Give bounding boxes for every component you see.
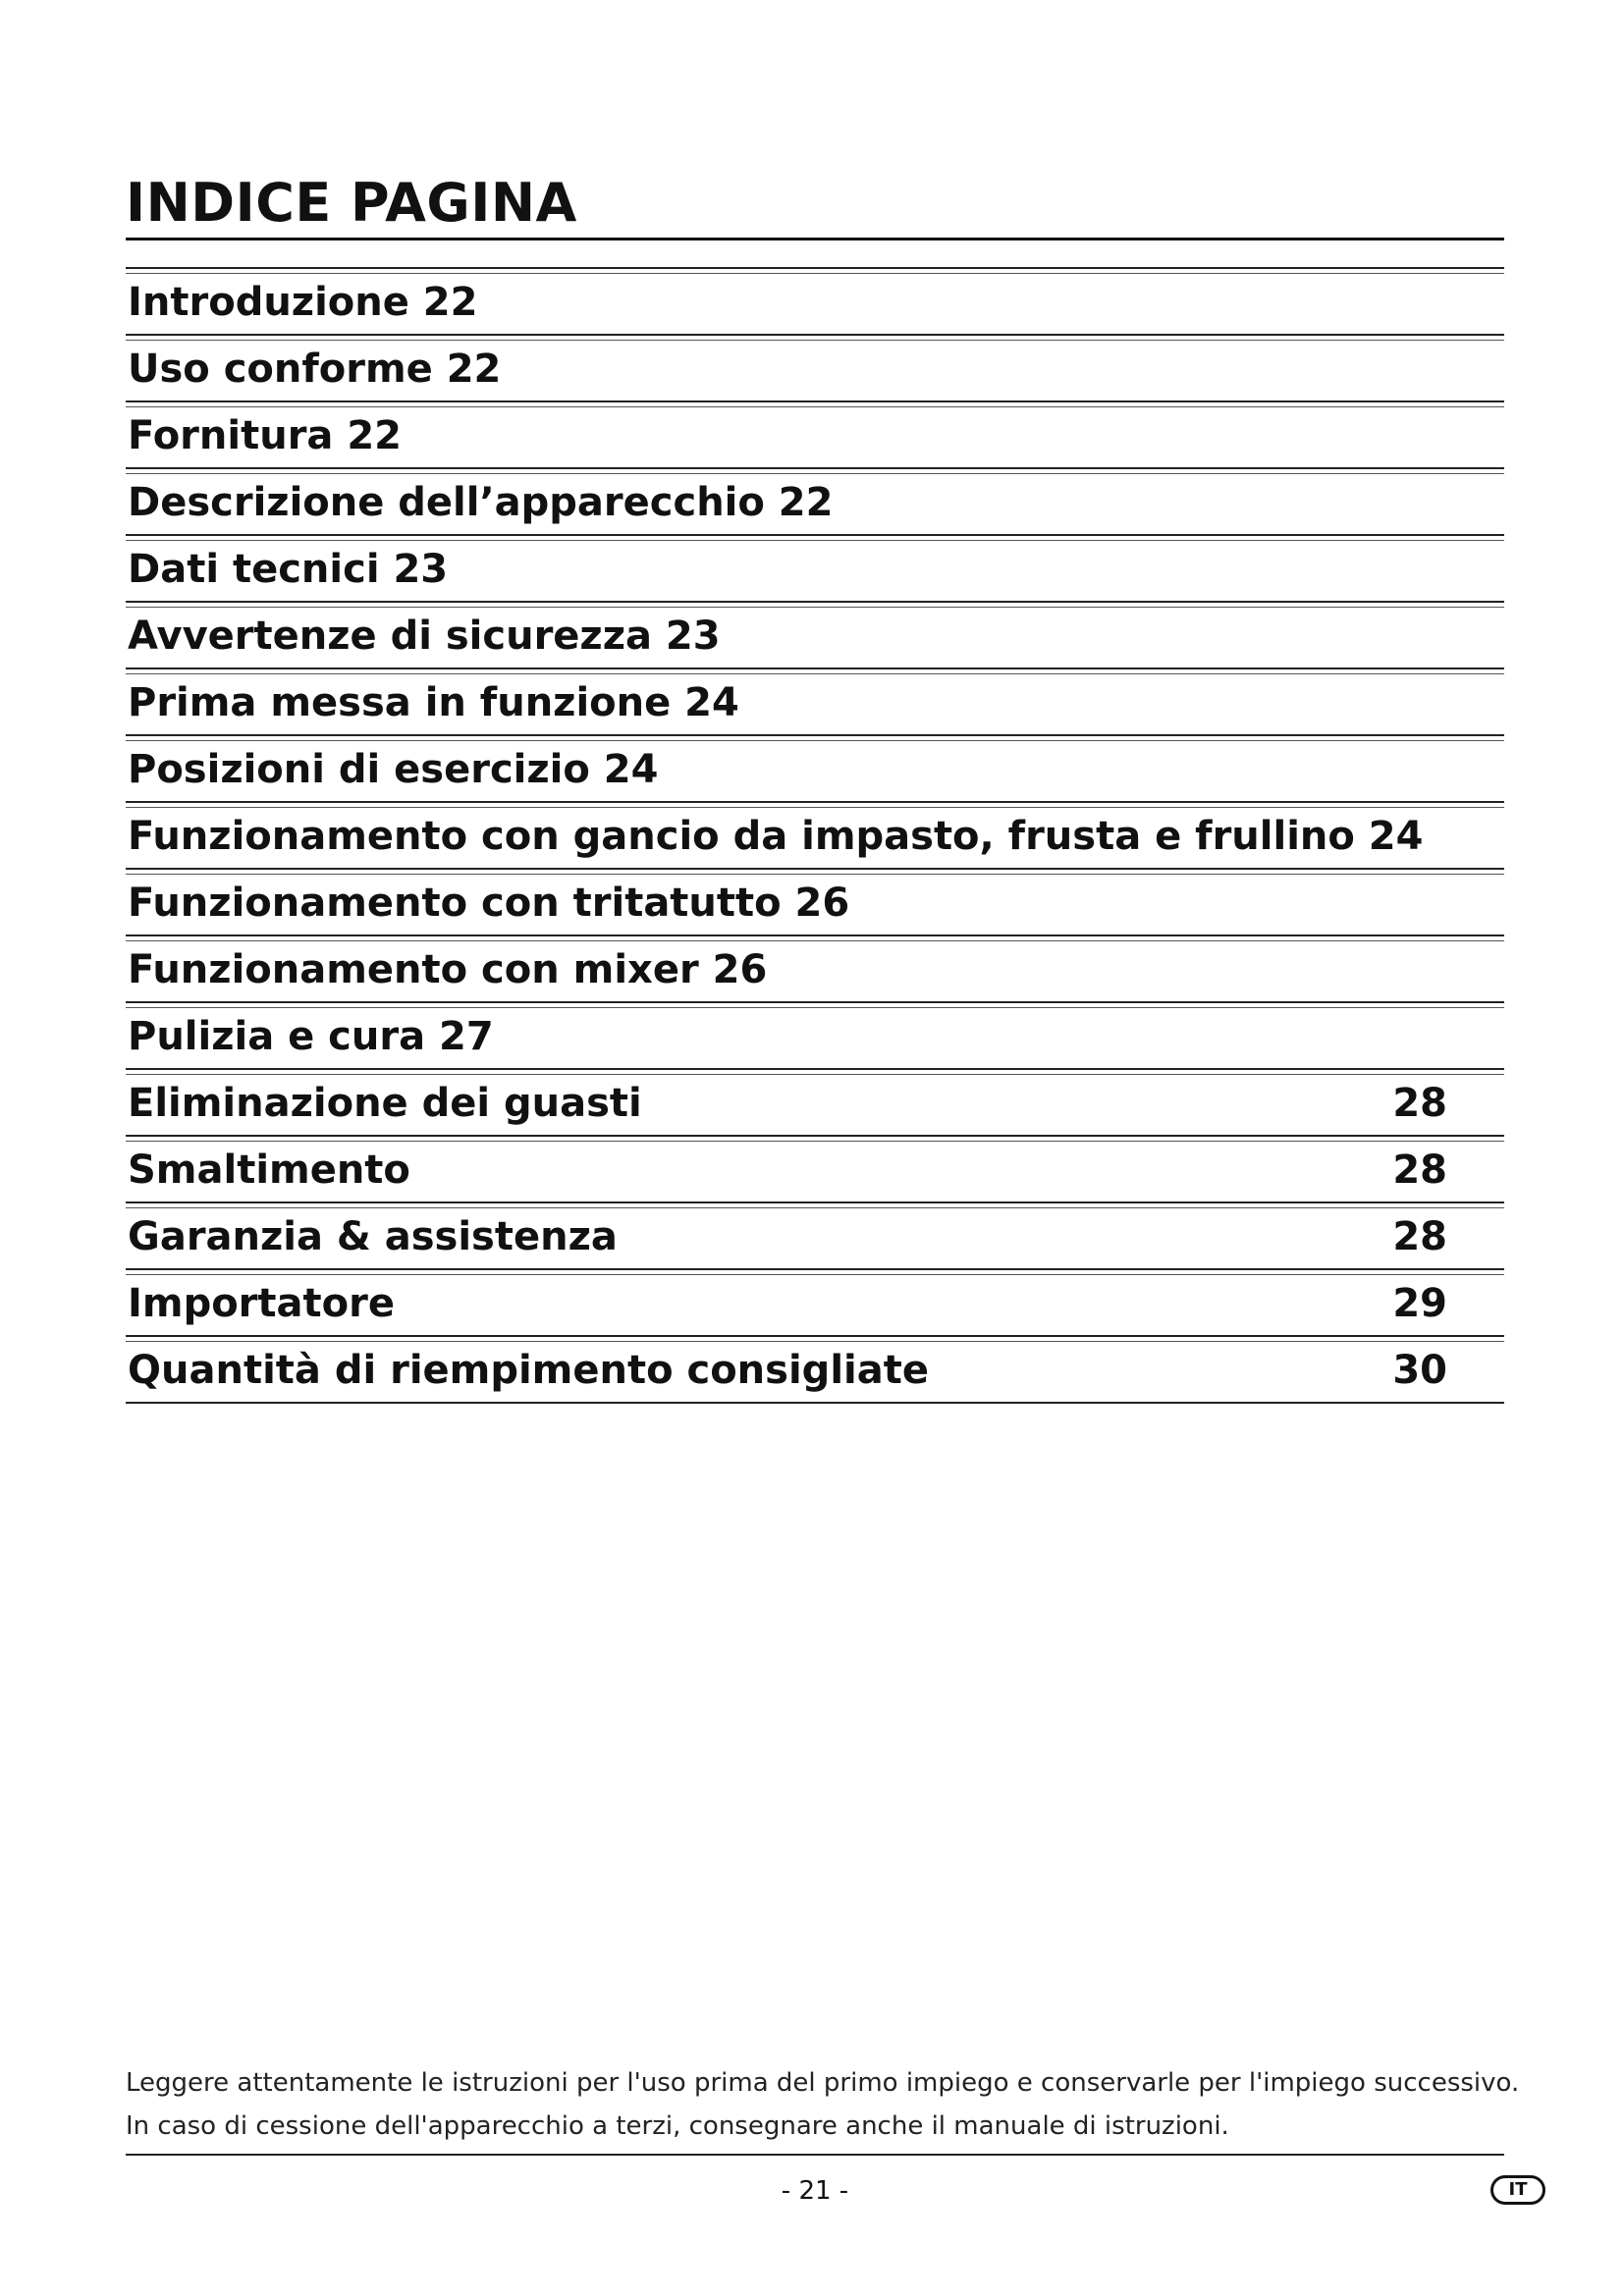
title-divider bbox=[126, 238, 1504, 240]
toc-entry[interactable] bbox=[126, 334, 1504, 400]
toc-entry-title: Avvertenze di sicurezza 23 bbox=[128, 614, 721, 659]
footer-note-line: Leggere attentamente le istruzioni per l'uso prima del primo impiego e conservarle per l'impiego successivo. bbox=[126, 2068, 1520, 2098]
footer-note-line: In caso di cessione dell'apparecchio a terzi, consegnare anche il manuale di istruzioni. bbox=[126, 2111, 1229, 2141]
toc-entry[interactable] bbox=[126, 1335, 1504, 1404]
toc-entry-title: Funzionamento con tritatutto 26 bbox=[128, 881, 850, 926]
toc-entry[interactable] bbox=[126, 1268, 1504, 1335]
toc-entry-title: Dati tecnici 23 bbox=[128, 547, 449, 592]
toc-entry-title: Descrizione dell’apparecchio 22 bbox=[128, 480, 834, 525]
toc-entry-page: 28 bbox=[1392, 1214, 1447, 1259]
toc-entry-title: Quantità di riempimento consigliate bbox=[128, 1348, 929, 1393]
toc-entry-title: Prima messa in funzione 24 bbox=[128, 680, 739, 725]
table-of-contents bbox=[126, 267, 1504, 1404]
toc-entry[interactable] bbox=[126, 601, 1504, 667]
toc-entry[interactable] bbox=[126, 1068, 1504, 1135]
toc-entry[interactable] bbox=[126, 1135, 1504, 1201]
toc-entry-title: Fornitura 22 bbox=[128, 413, 403, 458]
toc-entry-page: 29 bbox=[1392, 1281, 1447, 1326]
toc-entry[interactable] bbox=[126, 534, 1504, 601]
toc-entry-title: Pulizia e cura 27 bbox=[128, 1014, 494, 1059]
toc-entry-title: Funzionamento con gancio da impasto, frusta e frullino 24 bbox=[128, 814, 1424, 859]
toc-entry[interactable] bbox=[126, 467, 1504, 534]
toc-entry-page: 30 bbox=[1392, 1348, 1447, 1393]
toc-entry-title: Posizioni di esercizio 24 bbox=[128, 747, 659, 792]
toc-entry[interactable] bbox=[126, 801, 1504, 868]
toc-entry[interactable] bbox=[126, 868, 1504, 934]
toc-entry[interactable] bbox=[126, 400, 1504, 467]
toc-entry-title: Importatore bbox=[128, 1281, 395, 1326]
page-number: - 21 - bbox=[781, 2176, 849, 2206]
footer-divider bbox=[126, 2154, 1504, 2156]
toc-entry-title: Eliminazione dei guasti bbox=[128, 1081, 642, 1126]
toc-entry[interactable] bbox=[126, 667, 1504, 734]
toc-entry[interactable] bbox=[126, 267, 1504, 334]
toc-entry[interactable] bbox=[126, 934, 1504, 1001]
toc-entry-page: 28 bbox=[1392, 1081, 1447, 1126]
footer-note bbox=[126, 2061, 1520, 2148]
toc-entry[interactable] bbox=[126, 734, 1504, 801]
toc-entry-title: Garanzia & assistenza bbox=[128, 1214, 618, 1259]
page-title: INDICE PAGINA bbox=[126, 172, 577, 234]
toc-entry-title: Uso conforme 22 bbox=[128, 347, 502, 392]
toc-entry-title: Introduzione 22 bbox=[128, 280, 478, 325]
toc-entry-page: 28 bbox=[1392, 1148, 1447, 1193]
toc-entry[interactable] bbox=[126, 1001, 1504, 1068]
toc-entry-title: Funzionamento con mixer 26 bbox=[128, 947, 768, 992]
toc-entry-title: Smaltimento bbox=[128, 1148, 410, 1193]
language-badge: IT bbox=[1490, 2175, 1545, 2205]
toc-entry[interactable] bbox=[126, 1201, 1504, 1268]
